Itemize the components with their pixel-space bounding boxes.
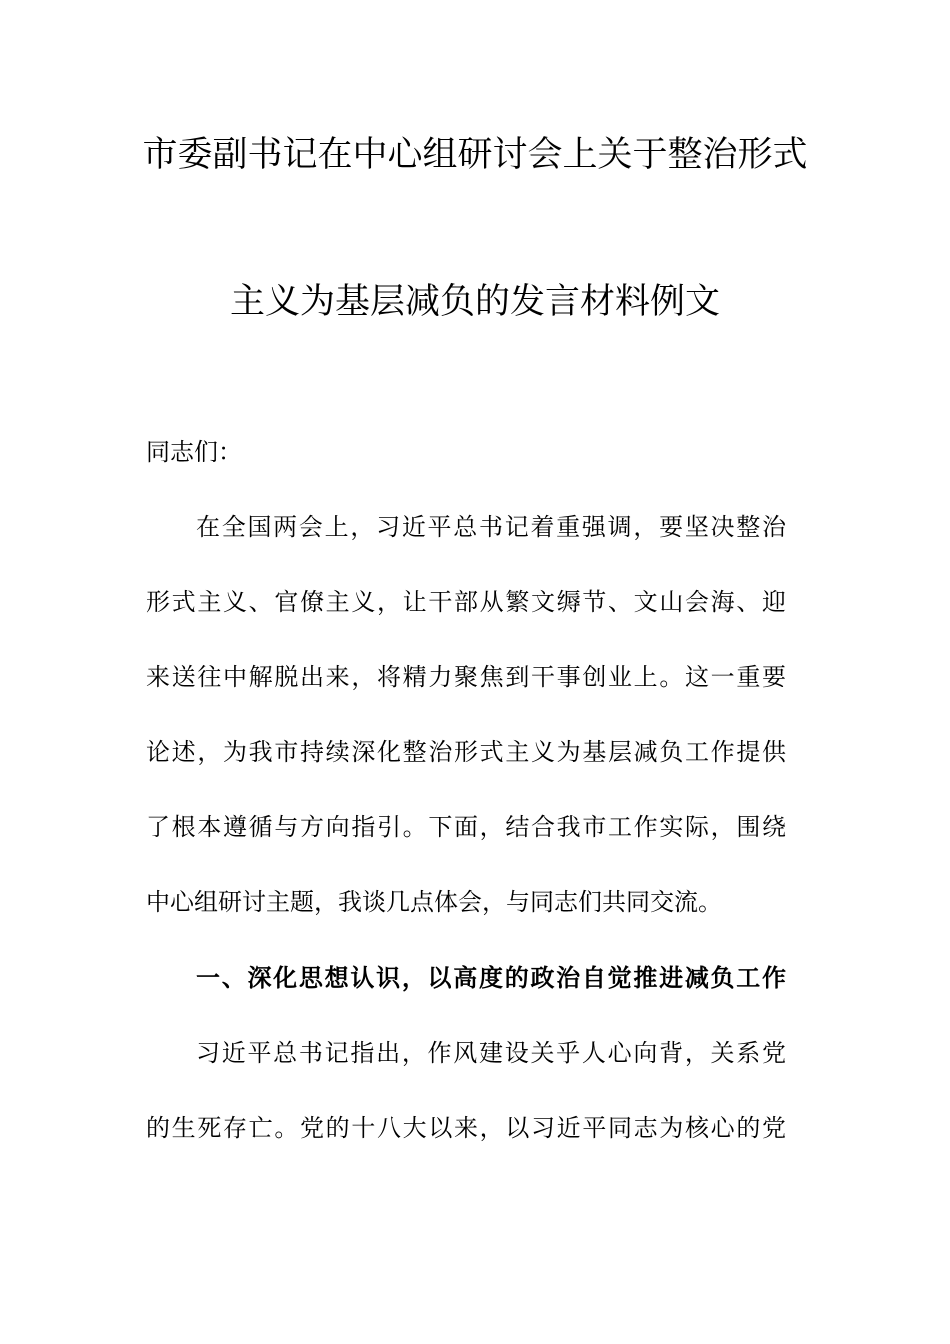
paragraph2-line-1: 习近平总书记指出，作风建设关乎人心向背，关系党 xyxy=(196,1039,786,1067)
salutation: 同志们： xyxy=(146,438,242,466)
paragraph1-line-1: 在全国两会上，习近平总书记着重强调，要坚决整治 xyxy=(196,513,786,541)
paragraph1-line-5: 了根本遵循与方向指引。下面，结合我市工作实际，围绕 xyxy=(146,813,786,841)
paragraph1-line-6: 中心组研讨主题，我谈几点体会，与同志们共同交流。 xyxy=(146,888,722,916)
paragraph2-line-2: 的生死存亡。党的十八大以来，以习近平同志为核心的党 xyxy=(146,1114,786,1142)
document-title-line-2: 主义为基层减负的发言材料例文 xyxy=(229,282,720,322)
paragraph1-line-4: 论述，为我市持续深化整治形式主义为基层减负工作提供 xyxy=(146,738,786,766)
document-title-line-1: 市委副书记在中心组研讨会上关于整治形式 xyxy=(142,135,808,175)
paragraph1-line-3: 来送往中解脱出来，将精力聚焦到干事创业上。这一重要 xyxy=(146,663,786,691)
paragraph1-line-2: 形式主义、官僚主义，让干部从繁文缛节、文山会海、迎 xyxy=(146,588,786,616)
section1-heading: 一、深化思想认识，以高度的政治自觉推进减负工作 xyxy=(196,964,786,992)
